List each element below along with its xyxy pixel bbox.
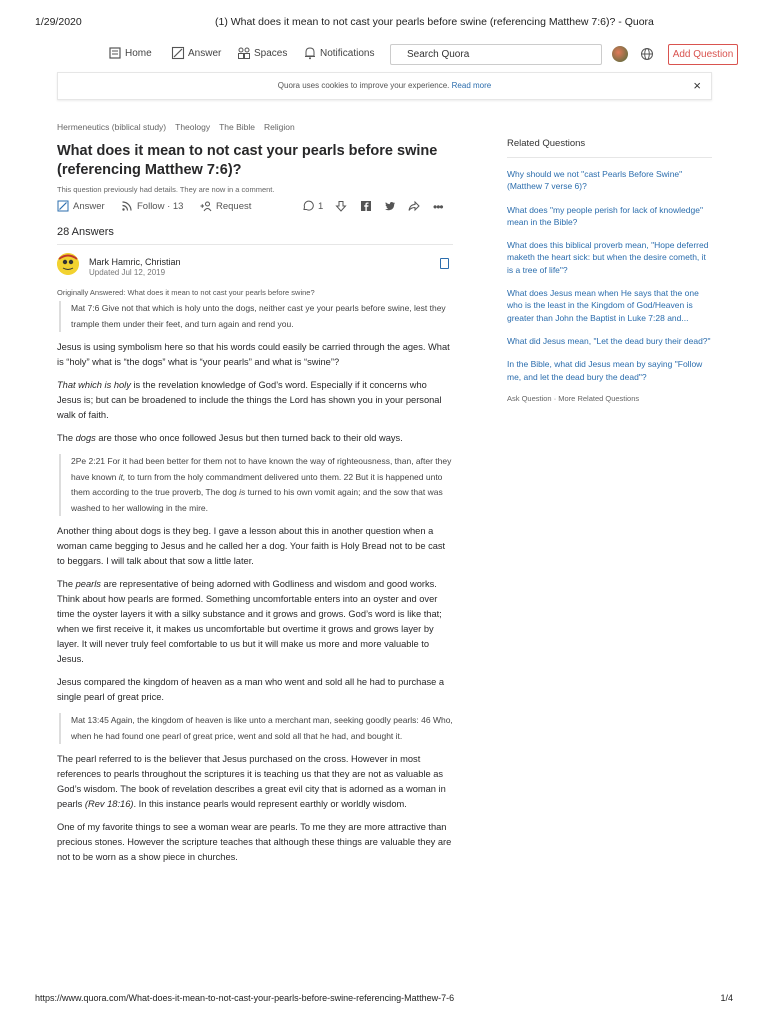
paragraph-text: The bbox=[57, 579, 76, 589]
emphasis: (Rev 18:16) bbox=[84, 799, 134, 809]
downvote-icon bbox=[335, 200, 347, 212]
topic-list bbox=[57, 122, 453, 132]
nav-notifications-label: Notifications bbox=[320, 47, 375, 59]
paragraph-text: . In this instance pearls would represent earthly or worldly wisdom. bbox=[133, 799, 407, 809]
facebook-share-button[interactable] bbox=[360, 200, 376, 212]
nav-home-label: Home bbox=[125, 47, 152, 59]
home-icon bbox=[108, 46, 122, 60]
emphasis: That which is holy bbox=[57, 380, 131, 390]
answer-paragraph bbox=[57, 752, 453, 812]
more-related-link[interactable]: Ask Question · More Related Questions bbox=[507, 393, 640, 403]
share-arrow-icon bbox=[408, 200, 420, 212]
scripture-quote: Mat 7:6 Give not that which is holy unto the dogs, neither cast ye your pearls before swine, lest they trample them under their feet, and turn again and rend you. bbox=[59, 301, 453, 332]
print-date: 1/29/2020 bbox=[35, 16, 82, 28]
author-name[interactable]: Mark Hamric, Christian bbox=[89, 257, 181, 267]
related-question-link[interactable]: Why should we not "cast Pearls Before Swine" (Matthew 7 verse 6)? bbox=[507, 169, 683, 192]
follow-button-label: Follow · 13 bbox=[137, 200, 184, 212]
answer-updated: Updated Jul 12, 2019 bbox=[89, 268, 166, 277]
answer-author bbox=[57, 253, 453, 287]
author-avatar[interactable] bbox=[57, 253, 79, 275]
nav-spaces-label: Spaces bbox=[254, 47, 288, 59]
scripture-quote: Mat 13:45 Again, the kingdom of heaven is like unto a merchant man, seeking goodly pearls: 46 Who, when he had found one pearl of great price, went and sold all that he had, and bought it. bbox=[59, 713, 453, 744]
twitter-icon bbox=[384, 200, 396, 212]
print-footer bbox=[35, 993, 733, 1003]
answer-paragraph: Jesus compared the kingdom of heaven as a man who went and sold all he had to purchase a single pearl of great price. bbox=[57, 677, 445, 702]
answer-paragraph: Jesus is using symbolism here so that his words could easily be carried through the ages. What is “holy” what is “the dogs” what is “your pearls” and what is “swine”? bbox=[57, 342, 450, 367]
facebook-icon bbox=[360, 200, 372, 212]
spaces-icon bbox=[237, 46, 251, 60]
paragraph-text: are those who once followed Jesus but then turned back to their old ways. bbox=[95, 433, 403, 443]
add-question-button[interactable]: Add Question bbox=[668, 44, 738, 65]
more-options-icon[interactable]: ••• bbox=[433, 200, 443, 214]
close-icon[interactable]: × bbox=[693, 78, 701, 93]
quote-text: turned to his own vomit again; and the sow that was washed to her wallowing in the mire. bbox=[71, 487, 443, 513]
request-button-label: Request bbox=[216, 200, 252, 212]
nav-home[interactable] bbox=[108, 46, 152, 60]
bookmark-icon[interactable] bbox=[440, 258, 449, 269]
cookie-banner bbox=[57, 72, 712, 100]
search-input[interactable]: Search Quora bbox=[390, 44, 602, 65]
answer-paragraph bbox=[57, 577, 453, 667]
related-question-link[interactable]: What does Jesus mean when He says that the one who is the least in the Kingdom of God/Heaven is greater than John the Baptist in Luke 7:28 and... bbox=[507, 288, 699, 323]
nav-answer[interactable] bbox=[171, 46, 221, 60]
question-title: What does it mean to not cast your pearls before swine (referencing Matthew 7:6)? bbox=[57, 143, 438, 178]
quote-text: to turn from the holy commandment delivered unto them. 22 But it is happened unto them according to the true proverb, The dog bbox=[71, 471, 443, 497]
comments-button[interactable] bbox=[302, 200, 323, 212]
topic-tag[interactable]: Hermeneutics (biblical study) bbox=[57, 122, 167, 132]
bell-icon bbox=[303, 46, 317, 60]
answer-button-label: Answer bbox=[73, 200, 105, 212]
question-main bbox=[57, 122, 453, 873]
pencil-icon bbox=[171, 46, 185, 60]
paragraph-text: The pearl referred to is the believer that Jesus purchased on the cross. However in most references to pearls throughout the scriptures it is teaching us that they are not as valuable as God’s wisdom. The book of revelation describes a great evil city that is adorned as a woman in pearls bbox=[57, 754, 446, 809]
follow-button[interactable] bbox=[121, 200, 183, 212]
answer-button[interactable] bbox=[57, 200, 105, 212]
quote-text: 2Pe 2:21 For it had been better for them not to have known the way of righteousness, than, after they have known bbox=[71, 456, 452, 482]
top-nav bbox=[108, 42, 738, 68]
nav-spaces[interactable] bbox=[237, 46, 287, 60]
scripture-quote bbox=[59, 454, 453, 516]
request-button[interactable] bbox=[200, 200, 251, 212]
related-question-link[interactable]: What does this biblical proverb mean, "Hope deferred maketh the heart sick: but when the desire cometh, it is a tree of life"? bbox=[507, 240, 709, 275]
comment-count: 1 bbox=[318, 200, 324, 212]
paragraph-text: is the revelation knowledge of God’s word. Especially if it concerns who Jesus is; but can be broadened to include the things the Lord has shown you in your personal walk of faith. bbox=[57, 380, 442, 420]
pencil-icon bbox=[57, 200, 69, 212]
cookie-read-more-link[interactable]: Read more bbox=[451, 81, 492, 90]
emphasis: pearls bbox=[75, 579, 101, 589]
globe-icon[interactable] bbox=[640, 47, 654, 61]
answer-paragraph: One of my favorite things to see a woman wear are pearls. To me they are more attractive than precious stones. However the scripture teaches that although these things are valuable they are not to be worn as a show piece in churches. bbox=[57, 822, 452, 862]
twitter-share-button[interactable] bbox=[384, 200, 400, 212]
question-note: This question previously had details. They are now in a comment. bbox=[57, 185, 275, 194]
cookie-text: Quora uses cookies to improve your experience. bbox=[277, 81, 450, 90]
originally-answered: Originally Answered: What does it mean to not cast your pearls before swine? bbox=[57, 288, 315, 297]
paragraph-text: are representative of being adorned with Godliness and wisdom and good works. Think about how pearls are formed. Something uncomfortable enters into an oyster and over time the oyster layers it with a silky substance and it grows and grows. God’s word is like that; when we first receive it, it makes us uncomfortable but overtime it grows and grows layer by layer. It will never truly feel comfortable to us but it will make us more and more valuable to Jesus. bbox=[57, 579, 442, 664]
avatar-image bbox=[57, 253, 79, 275]
question-actions bbox=[57, 200, 453, 220]
answer-paragraph bbox=[57, 431, 453, 446]
comment-icon bbox=[302, 200, 314, 212]
related-question-link[interactable]: In the Bible, what did Jesus mean by saying "Follow me, and let the dead bury the dead"? bbox=[507, 359, 703, 382]
nav-notifications[interactable] bbox=[303, 46, 374, 60]
related-heading: Related Questions bbox=[507, 138, 712, 158]
related-question-link[interactable]: What did Jesus mean, "Let the dead bury their dead?" bbox=[507, 335, 711, 346]
emphasis: it, bbox=[118, 471, 126, 482]
print-title: (1) What does it mean to not cast your pearls before swine (referencing Matthew 7:6)? - Quora bbox=[215, 16, 654, 28]
nav-answer-label: Answer bbox=[188, 47, 222, 59]
avatar[interactable] bbox=[612, 46, 628, 62]
answer-paragraph bbox=[57, 378, 453, 423]
downvote-button[interactable] bbox=[335, 200, 351, 212]
request-icon bbox=[200, 200, 212, 212]
print-url: https://www.quora.com/What-does-it-mean-to-not-cast-your-pearls-before-swine-referencing-Matthew-7-6 bbox=[35, 993, 455, 1003]
topic-tag[interactable]: The Bible bbox=[219, 122, 256, 132]
related-questions bbox=[507, 138, 712, 403]
print-page-number: 1/4 bbox=[720, 993, 733, 1003]
related-question-link[interactable]: What does "my people perish for lack of knowledge" mean in the Bible? bbox=[507, 204, 703, 227]
emphasis: dogs bbox=[75, 433, 96, 443]
answers-count: 28 Answers bbox=[57, 226, 453, 245]
emphasis: is bbox=[239, 487, 246, 497]
share-button[interactable] bbox=[408, 200, 424, 212]
paragraph-text: The bbox=[57, 433, 76, 443]
topic-tag[interactable]: Theology bbox=[175, 122, 211, 132]
rss-icon bbox=[121, 200, 133, 212]
topic-tag[interactable]: Religion bbox=[264, 122, 295, 132]
answer-paragraph: Another thing about dogs is they beg. I gave a lesson about this in another question when a woman came begging to Jesus and he called her a dog. Your faith is Holy Bread not to be cast to beggars. I will talk about that sow a little later. bbox=[57, 526, 446, 566]
